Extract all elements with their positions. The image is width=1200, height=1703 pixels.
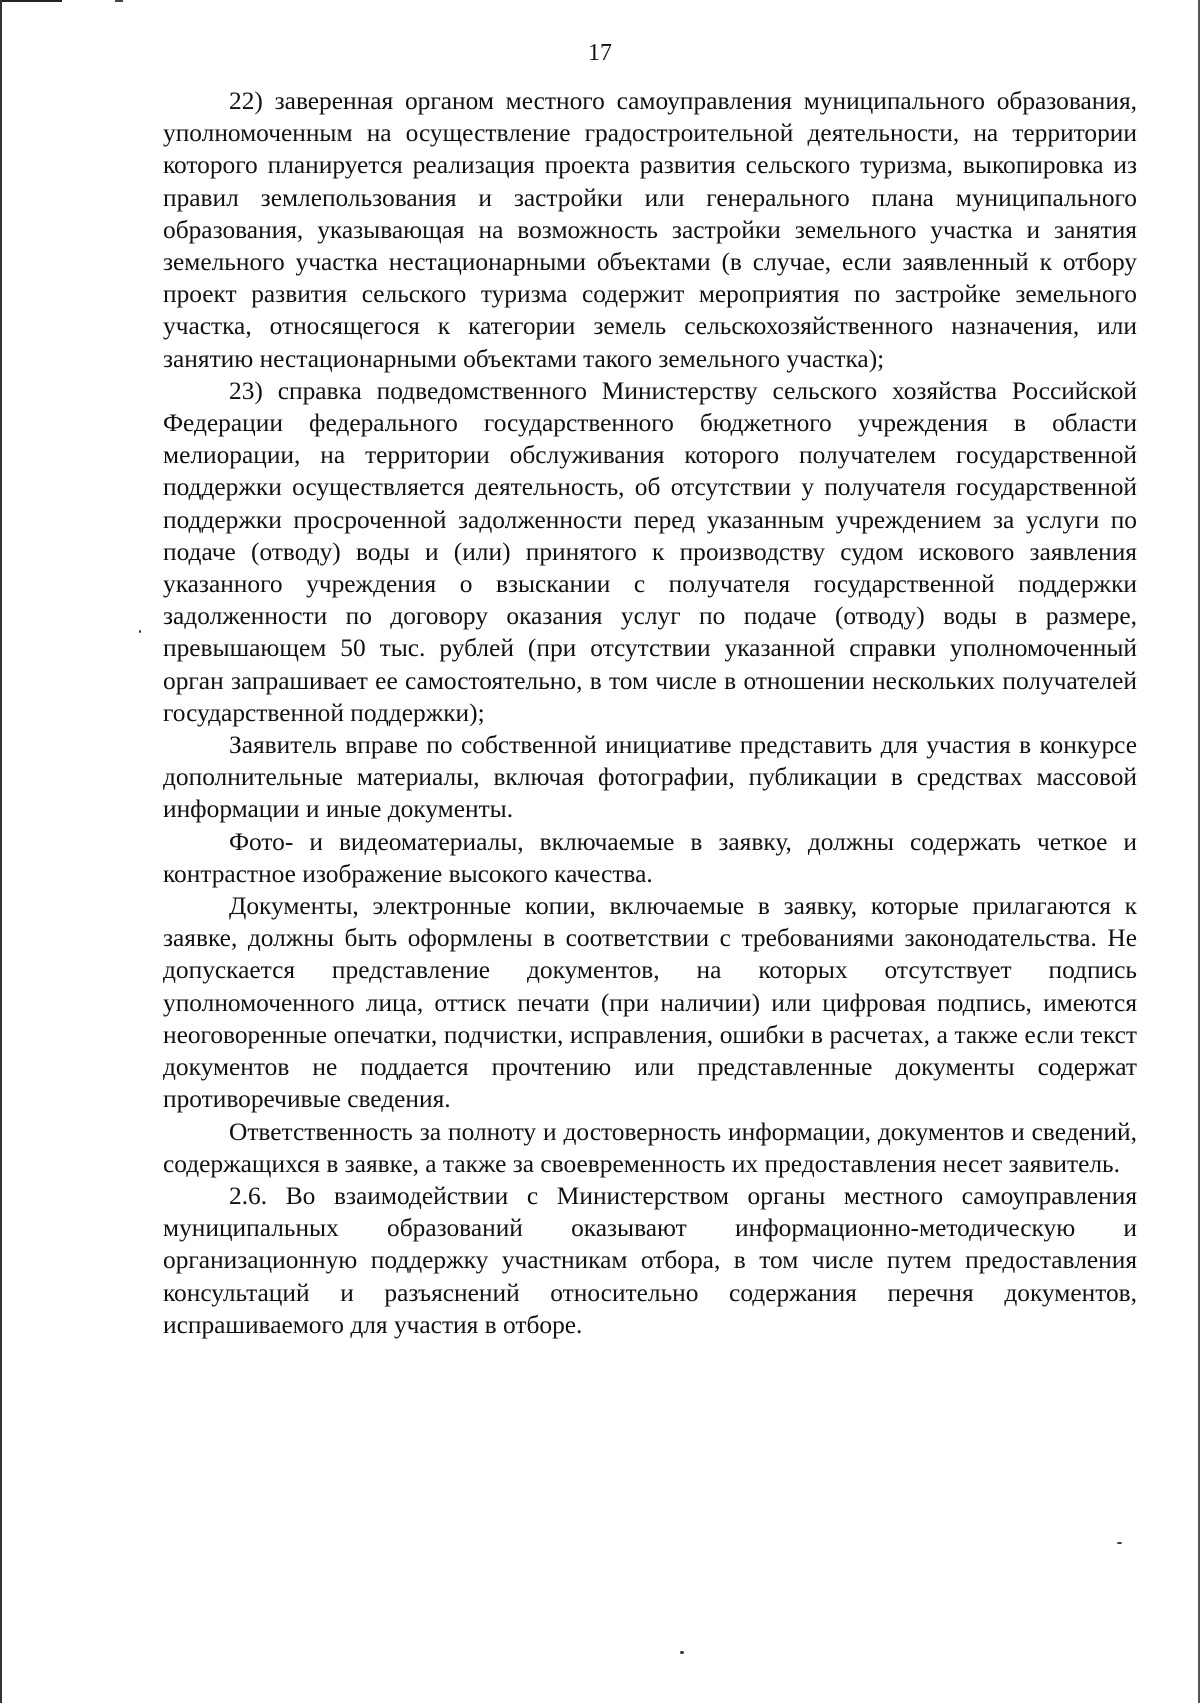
paragraph-documents-requirements: Документы, электронные копии, включаемые в заявку, которые прилагаются к заявке, должны быть оформлены в соответствии с требованиями законодательства. Не допускается представление документов, на которых отсутствует подпись уполномоченного лица, оттиск печати (при наличии) или цифровая подпись, имеются неоговоренные опечатки, подчистки, исправления, ошибки в расчетах, а также если текст документов не поддается прочтению или представленные документы содержат противоречивые сведения.: [163, 892, 1137, 1114]
paragraph-responsibility: Ответственность за полноту и достоверность информации, документов и сведений, содержащихся в заявке, а также за своевременность их предоставления несет заявитель.: [163, 1117, 1137, 1178]
scan-speck: [139, 630, 141, 633]
paragraph-additional-materials: Заявитель вправе по собственной инициативе представить для участия в конкурсе дополнительные материалы, включая фотографии, публикации в средствах массовой информации и иные документы.: [163, 731, 1137, 824]
paragraph-photo-video: Фото- и видеоматериалы, включаемые в заявку, должны содержать четкое и контрастное изображение высокого качества.: [163, 827, 1137, 888]
scan-edge-mark: [115, 0, 123, 2]
scan-edge-border: [0, 0, 2, 1703]
paragraph-section-2-6: 2.6. Во взаимодействии с Министерством органы местного самоуправления муниципальных образований оказывают информационно-методическую и организационную поддержку участникам отбора, в том числе путем предоставления консультаций и разъяснений относительно содержания перечня документов, испрашиваемого для участия в отборе.: [163, 1181, 1137, 1339]
scan-edge-mark: [0, 0, 62, 2]
paragraph-item-22: 22) заверенная органом местного самоуправления муниципального образования, уполномоченным на осуществление градостроительной деятельности, на территории которого планируется реализация проекта развития сельского туризма, выкопировка из правил землепользования и застройки или генерального плана муниципального образования, указывающая на возможность застройки земельного участка и занятия земельного участка нестационарными объектами (в случае, если заявленный к отбору проект развития сельского туризма содержит мероприятия по застройке земельного участка, относящегося к категории земель сельскохозяйственного назначения, или занятию нестационарными объектами такого земельного участка);: [163, 87, 1137, 373]
scan-speck: [1117, 1542, 1122, 1544]
scan-speck: [680, 1651, 684, 1654]
document-body: [163, 85, 1137, 1341]
paragraph-item-23: 23) справка подведомственного Министерству сельского хозяйства Российской Федерации федерального государственного бюджетного учреждения в области мелиорации, на территории обслуживания которого получателем государственной поддержки осуществляется деятельность, об отсутствии у получателя государственной поддержки просроченной задолженности перед указанным учреждением за услуги по подаче (отводу) воды и (или) принятого к производству судом искового заявления указанного учреждения о взыскании с получателя государственной поддержки задолженности по договору оказания услуг по подаче (отводу) воды в размере, превышающем 50 тыс. рублей (при отсутствии указанной справки уполномоченный орган запрашивает ее самостоятельно, в том числе в отношении нескольких получателей государственной поддержки);: [163, 376, 1137, 727]
page-number: 17: [588, 40, 612, 66]
